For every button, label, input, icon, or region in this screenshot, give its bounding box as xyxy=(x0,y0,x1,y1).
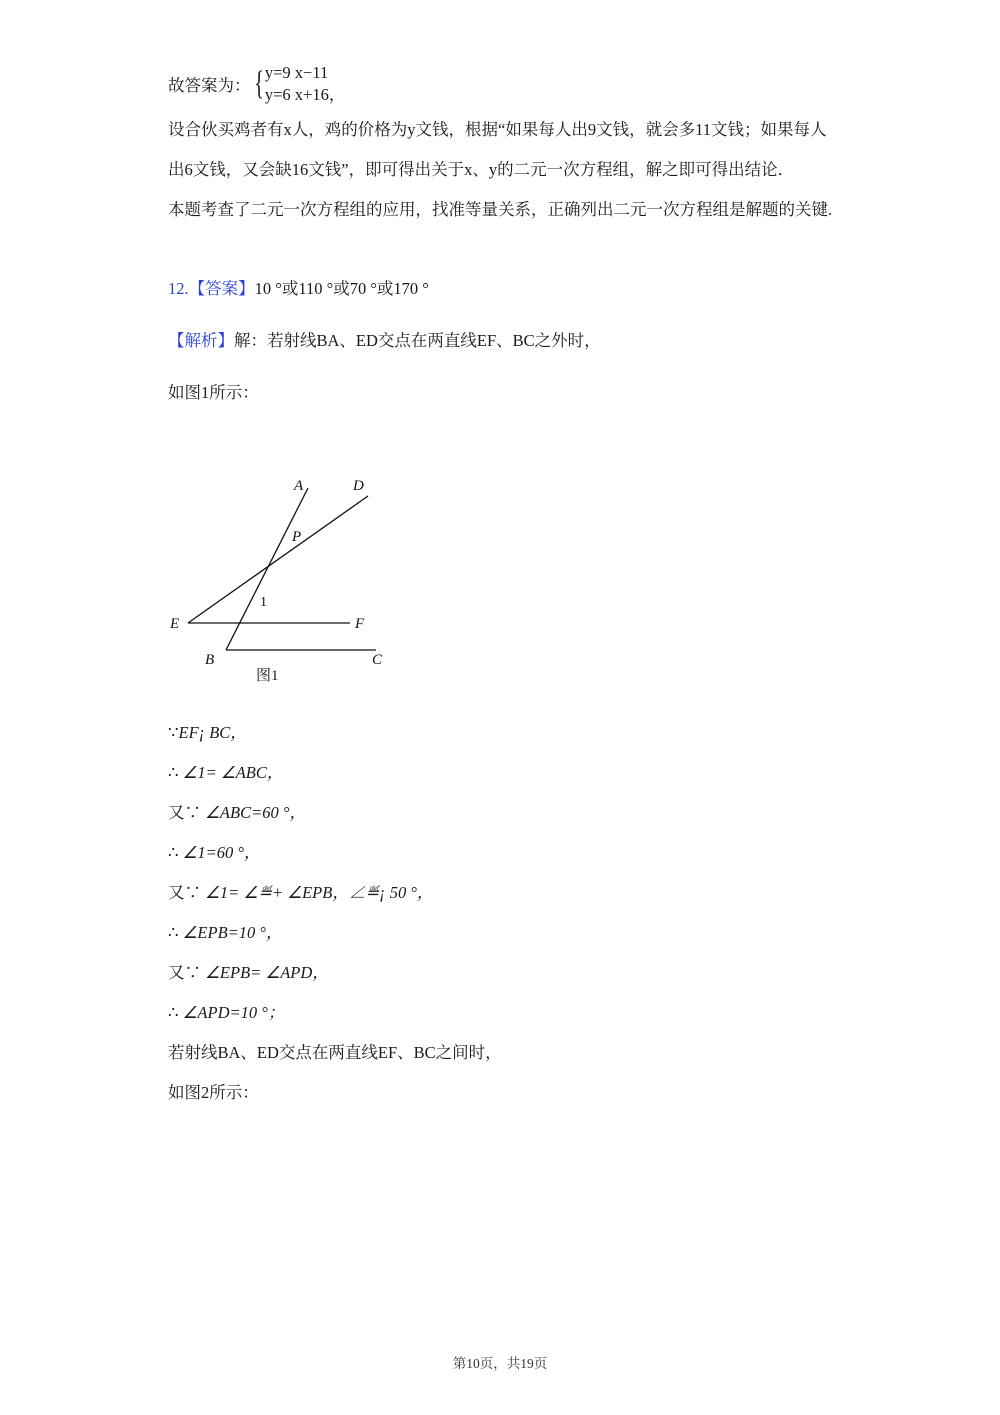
proof-line-4 xyxy=(168,833,836,873)
explanation-tag-label: 【解析】 xyxy=(168,331,234,350)
proof-prefix-8: ∴ xyxy=(168,1003,179,1022)
left-brace-glyph: { xyxy=(253,65,264,102)
line-B-A xyxy=(226,488,308,650)
proof-text-3: ∠ABC=60 °， xyxy=(205,803,306,822)
proof-line-3 xyxy=(168,793,836,833)
line-E-D xyxy=(188,496,368,623)
page-footer: 第10页，共19页 xyxy=(452,1356,548,1371)
answer-prefix-label: 故答案为： xyxy=(168,76,251,95)
solution-paragraph-2: 本题考查了二元一次方程组的应用，找准等量关系，正确列出二元一次方程组是解题的关键. xyxy=(168,200,833,219)
proof-text-6: ∠EPB=10 °， xyxy=(182,923,283,942)
figure-label-A: A xyxy=(294,478,304,494)
proof-prefix-4: ∴ xyxy=(168,843,179,862)
equation-2 xyxy=(265,84,346,106)
page-content xyxy=(168,62,836,1113)
proof-text-2: ∠1= ∠ABC， xyxy=(182,763,284,782)
figure-label-F: F xyxy=(355,616,365,632)
question-answer-row xyxy=(168,272,836,306)
closing-line-1: 若射线BA、ED交点在两直线EF、BC之间时， xyxy=(168,1043,502,1062)
proof-prefix-2: ∴ xyxy=(168,763,179,782)
solution-paragraph-1: 设合伙买鸡者有x人，鸡的价格为y文钱，根据“如果每人出9文钱，就会多11文钱；如果每人出6文钱，又会缺16文钱”，即可得出关于x、y的二元一次方程组，解之即可得出结论． xyxy=(168,120,827,179)
proof-line-7 xyxy=(168,953,836,993)
equation-system xyxy=(265,62,346,106)
proof-text-8: ∠APD=10 °； xyxy=(182,1003,285,1022)
answer-tag-label: 【答案】 xyxy=(188,279,255,298)
figure-label-angle-1: 1 xyxy=(260,595,267,610)
question-number: 12. xyxy=(168,279,189,298)
figure-1-caption: 图1 xyxy=(256,668,279,684)
answer-value: 10 °或110 °或70 °或170 ° xyxy=(254,279,429,298)
proof-line-8 xyxy=(168,993,836,1033)
explanation-row xyxy=(168,324,836,358)
proof-prefix-6: ∴ xyxy=(168,923,179,942)
closing-line-2: 如图2所示： xyxy=(168,1083,259,1102)
figure-label-B: B xyxy=(205,652,215,668)
figure-label-D: D xyxy=(353,478,364,494)
proof-text-5: ∠1= ∠≝+ ∠EPB，∠≝¡ 50 °， xyxy=(205,883,434,902)
figure-1 xyxy=(168,468,836,683)
proof-line-1 xyxy=(168,713,836,753)
proof-prefix-5: 又∵ xyxy=(168,883,201,902)
equation-system-comma: ， xyxy=(328,85,346,104)
equation-2-text: y=6 x+16 xyxy=(264,85,329,104)
proof-block xyxy=(168,713,836,1033)
proof-prefix-7: 又∵ xyxy=(168,963,201,982)
figure-label-C: C xyxy=(372,652,383,668)
proof-text-4: ∠1=60 °， xyxy=(182,843,261,862)
proof-prefix-3: 又∵ xyxy=(168,803,201,822)
equation-1: y=9 x−11 xyxy=(264,63,329,82)
answer-system-row xyxy=(168,62,345,106)
explanation-lead-text: 解：若射线BA、ED交点在两直线EF、BC之外时， xyxy=(234,331,601,350)
proof-text-7: ∠EPB= ∠APD， xyxy=(205,963,329,982)
figure-label-P: P xyxy=(292,529,302,545)
proof-line-6 xyxy=(168,913,836,953)
figure-label-E: E xyxy=(170,616,180,632)
proof-text-1: EF¡ BC， xyxy=(178,723,247,742)
proof-line-2 xyxy=(168,753,836,793)
figure-1-diagram xyxy=(168,468,588,678)
figure-reference-1: 如图1所示： xyxy=(168,383,259,402)
proof-prefix-1: ∵ xyxy=(168,723,179,742)
proof-line-5 xyxy=(168,873,836,913)
